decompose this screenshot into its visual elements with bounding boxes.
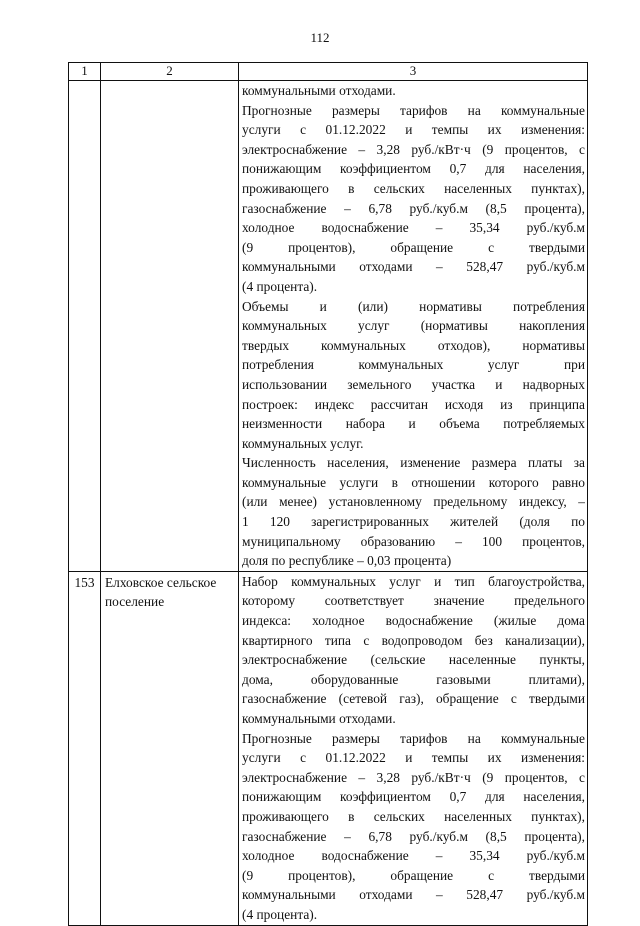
text-line: доля по республике – 0,03 процента) xyxy=(242,553,452,569)
column-header-2: 2 xyxy=(101,63,239,81)
text-line: холодное водоснабжение – 35,34 руб./куб.м xyxy=(242,848,585,864)
text-line: дома, оборудованные газовыми плитами), xyxy=(242,671,585,687)
text-line: (4 процента). xyxy=(242,278,318,294)
text-line: коммунальными отходами. xyxy=(242,83,396,98)
text-line: холодное водоснабжение – 35,34 руб./куб.м xyxy=(242,220,585,236)
description-cell xyxy=(239,571,588,925)
text-line: потребления коммунальных услуг при xyxy=(242,357,585,373)
column-header-3: 3 xyxy=(239,63,588,81)
text-line: газоснабжение – 6,78 руб./куб.м (8,5 процента), xyxy=(242,828,585,844)
text-line: проживающего в сельских населенных пунктах), xyxy=(242,180,585,196)
text-line: коммунальных услуг (нормативы накопления xyxy=(242,318,585,334)
text-line: (9 процентов), обращение с твердыми xyxy=(242,239,585,255)
text-line: газоснабжение (сетевой газ), обращение с твердыми xyxy=(242,691,585,707)
text-line: понижающим коэффициентом 0,7 для населения, xyxy=(242,789,585,805)
text-line: коммунальными отходами. xyxy=(242,711,396,726)
text-line: индекса: холодное водоснабжение (жилые дома xyxy=(242,613,585,629)
text-line: твердых коммунальных отходов), нормативы xyxy=(242,337,585,353)
text-line: коммунальными отходами – 528,47 руб./куб.м xyxy=(242,887,585,903)
text-line: Прогнозные размеры тарифов на коммунальные xyxy=(242,730,585,746)
text-line: 1 120 зарегистрированных жителей (доля по xyxy=(242,514,585,530)
text-line: коммунальные услуги в отношении которого равно xyxy=(242,474,585,490)
text-line: которому соответствует значение предельного xyxy=(242,593,585,609)
column-header-1: 1 xyxy=(69,63,101,81)
text-line: электроснабжение – 3,28 руб./кВт·ч (9 процентов, с xyxy=(242,769,585,785)
text-line: коммунальными отходами – 528,47 руб./куб.м xyxy=(242,259,585,275)
text-line: (или менее) установленному предельному индексу, – xyxy=(242,494,585,510)
description-cell xyxy=(239,81,588,572)
text-line: Набор коммунальных услуг и тип благоустройства, xyxy=(242,573,585,589)
page-number: 112 xyxy=(310,30,330,45)
table-row xyxy=(69,571,588,925)
text-line: (4 процента). xyxy=(242,906,318,922)
text-line: построек: индекс рассчитан исходя из принципа xyxy=(242,396,585,412)
text-line: коммунальных услуг. xyxy=(242,435,364,451)
text-line: использовании земельного участка и надворных xyxy=(242,376,585,392)
text-line: услуги с 01.12.2022 и темпы их изменения: xyxy=(242,750,585,766)
text-line: муниципальному образованию – 100 процентов, xyxy=(242,533,585,549)
text-line: газоснабжение – 6,78 руб./куб.м (8,5 процента), xyxy=(242,200,585,216)
text-line: квартирного типа с водопроводом без канализации), xyxy=(242,632,585,648)
text-line: Численность населения, изменение размера платы за xyxy=(242,455,585,471)
text-line: понижающим коэффициентом 0,7 для населения, xyxy=(242,161,585,177)
text-line: услуги с 01.12.2022 и темпы их изменения: xyxy=(242,122,585,138)
table-header-row xyxy=(69,63,588,81)
table-row-continued xyxy=(69,81,588,572)
settlement-name-cell xyxy=(101,81,239,572)
text-line: Объемы и (или) нормативы потребления xyxy=(242,298,585,314)
settlement-name-line: Елховское сельское xyxy=(105,574,217,590)
text-line: электроснабжение (сельские населенные пункты, xyxy=(242,652,585,668)
settlement-name-line: поселение xyxy=(105,594,165,610)
row-number-cell xyxy=(69,81,101,572)
text-line: электроснабжение – 3,28 руб./кВт·ч (9 процентов, с xyxy=(242,141,585,157)
text-line: (9 процентов), обращение с твердыми xyxy=(242,867,585,883)
text-line: проживающего в сельских населенных пунктах), xyxy=(242,808,585,824)
text-line: неизменности набора и объема потребляемых xyxy=(242,416,585,432)
tariff-table xyxy=(68,62,588,926)
settlement-name-cell xyxy=(101,571,239,925)
text-line: Прогнозные размеры тарифов на коммунальные xyxy=(242,102,585,118)
row-number-cell: 153 xyxy=(69,571,101,925)
